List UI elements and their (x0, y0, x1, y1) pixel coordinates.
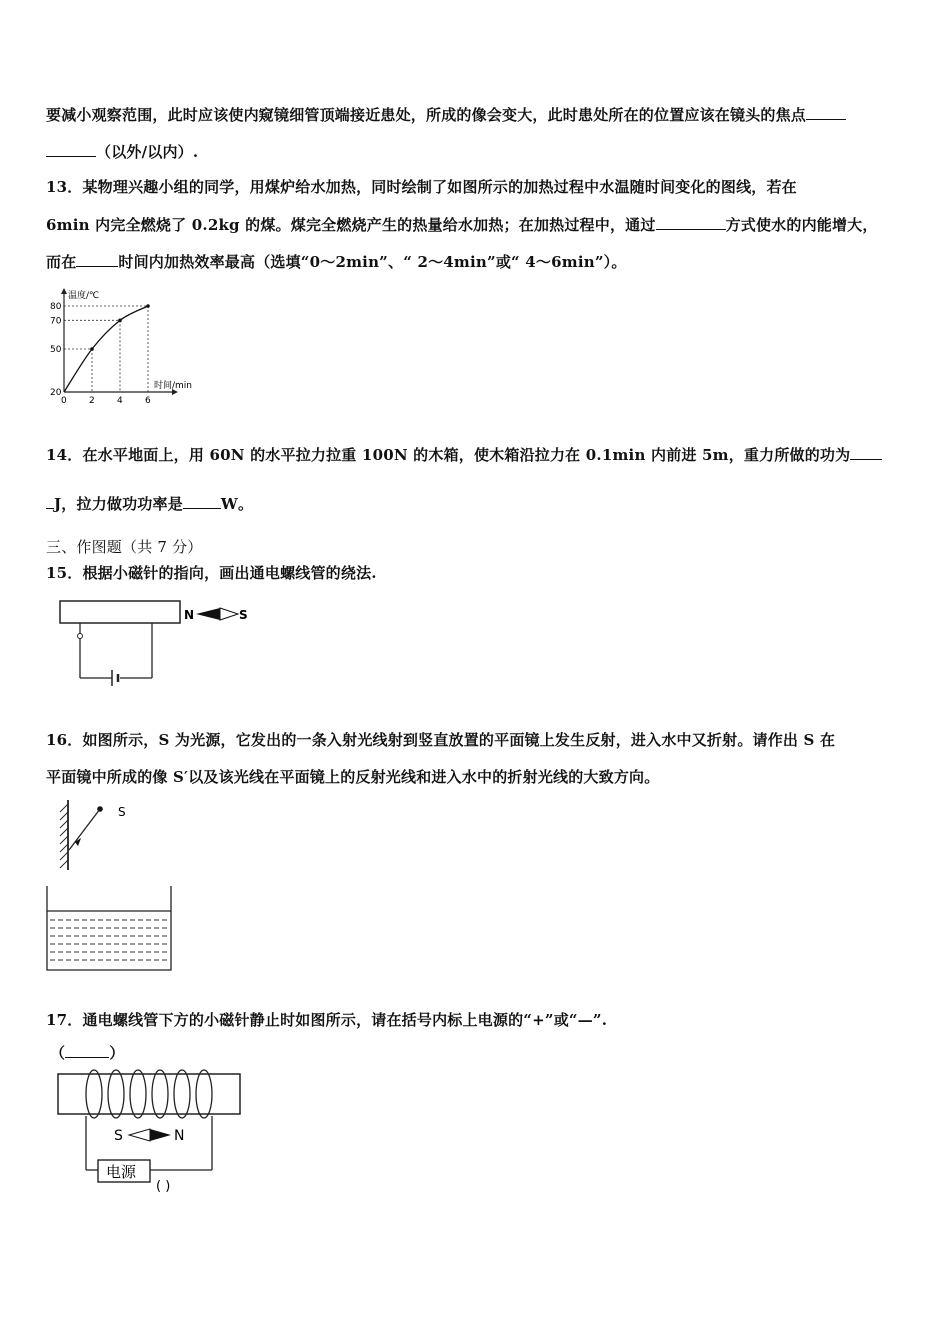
q13-line1: 13．某物理兴趣小组的同学，用煤炉给水加热，同时绘制了如图所示的加热过程中水温随时间变化的图线，若在 (46, 178, 797, 196)
source-s-label: S (118, 805, 126, 819)
q12-line2: （以外/以内）. (46, 141, 198, 162)
q13-blank-1[interactable] (656, 215, 726, 230)
x-tick-label: 0 (61, 396, 67, 406)
water-hatching (50, 920, 168, 960)
y-axis-arrow (61, 288, 67, 294)
q17-answer-paren: （ ） (50, 1044, 125, 1062)
q16-mirror-water-figure (44, 796, 184, 976)
q14-blank-2[interactable] (183, 494, 221, 509)
q12-blank-2[interactable] (46, 142, 96, 157)
power-polarity-paren: ( ) (156, 1179, 171, 1194)
data-point (146, 304, 150, 308)
y-axis-label: 温度/℃ (68, 291, 100, 301)
q13-blank-2[interactable] (76, 252, 118, 267)
needle-s-label: S (114, 1128, 123, 1144)
needle-south-half (220, 608, 238, 620)
x-tick-label: 6 (145, 396, 151, 406)
power-supply-label: 电源 (106, 1163, 137, 1181)
x-tick-label: 2 (89, 396, 95, 406)
solenoid-core (60, 601, 180, 623)
q13-line2: 6min 内完全燃烧了 0.2kg 的煤。煤完全燃烧产生的热量给水加热；在加热过程中，通过 方式使水的内能增大， (46, 216, 878, 234)
q14-line1: 14．在水平地面上，用 60N 的水平拉力拉重 100N 的木箱，使木箱沿拉力在 0.1min 内前进 5m，重力所做的功为 (46, 444, 882, 465)
section-title: 三、作图题（共 7 分） (46, 538, 203, 556)
y-tick-label: 20 (50, 388, 62, 398)
data-point (90, 347, 94, 351)
solenoid-core (58, 1074, 240, 1114)
q15-solenoid-figure (50, 596, 260, 688)
needle-south-half (129, 1129, 150, 1141)
ray-arrowhead (75, 838, 81, 846)
q17-text: 17．通电螺线管下方的小磁针静止时如图所示，请在括号内标上电源的“+”或“—”. (46, 1011, 608, 1029)
q16-line2: 平面镜中所成的像 S′以及该光线在平面镜上的反射光线和进入水中的折射光线的大致方向。 (46, 768, 660, 786)
mirror-hatching (60, 804, 68, 868)
needle-north-half (196, 608, 220, 620)
q12-blank-1[interactable] (806, 105, 846, 120)
needle-north-half (150, 1129, 171, 1141)
q17-solenoid-figure (52, 1066, 248, 1196)
x-axis-label: 时间/min (154, 381, 193, 391)
y-tick-label: 50 (50, 345, 62, 355)
q17-blank[interactable] (65, 1043, 109, 1058)
needle-n-label: N (174, 1128, 185, 1144)
incident-ray (69, 809, 100, 850)
q16-line1: 16．如图所示，S 为光源，它发出的一条入射光线射到竖直放置的平面镜上发生反射，进入水中又折射。请作出 S 在 (46, 731, 836, 749)
y-tick-label: 80 (50, 302, 62, 312)
temperature-time-chart (44, 286, 204, 408)
q15-text: 15．根据小磁针的指向，画出通电螺线管的绕法. (46, 564, 377, 582)
q14-blank-1-cont[interactable] (46, 494, 54, 509)
q14-blank-1[interactable] (850, 445, 882, 460)
data-point (118, 319, 122, 323)
needle-s-label: S (239, 608, 248, 622)
q14-line2: J，拉力做功功率是 W。 (46, 493, 253, 514)
q12-line1: 要减小观察范围，此时应该使内窥镜细管顶端接近患处，所成的像会变大，此时患处所在的位置应该在镜头的焦点 (46, 104, 846, 125)
needle-n-label: N (184, 608, 195, 622)
wire-terminal (78, 634, 83, 639)
x-tick-label: 4 (117, 396, 123, 406)
q13-line3: 而在 时间内加热效率最高（选填“0～2min”、“ 2～4min”或“ 4～6min”）。 (46, 253, 627, 271)
y-tick-label: 70 (50, 316, 62, 327)
